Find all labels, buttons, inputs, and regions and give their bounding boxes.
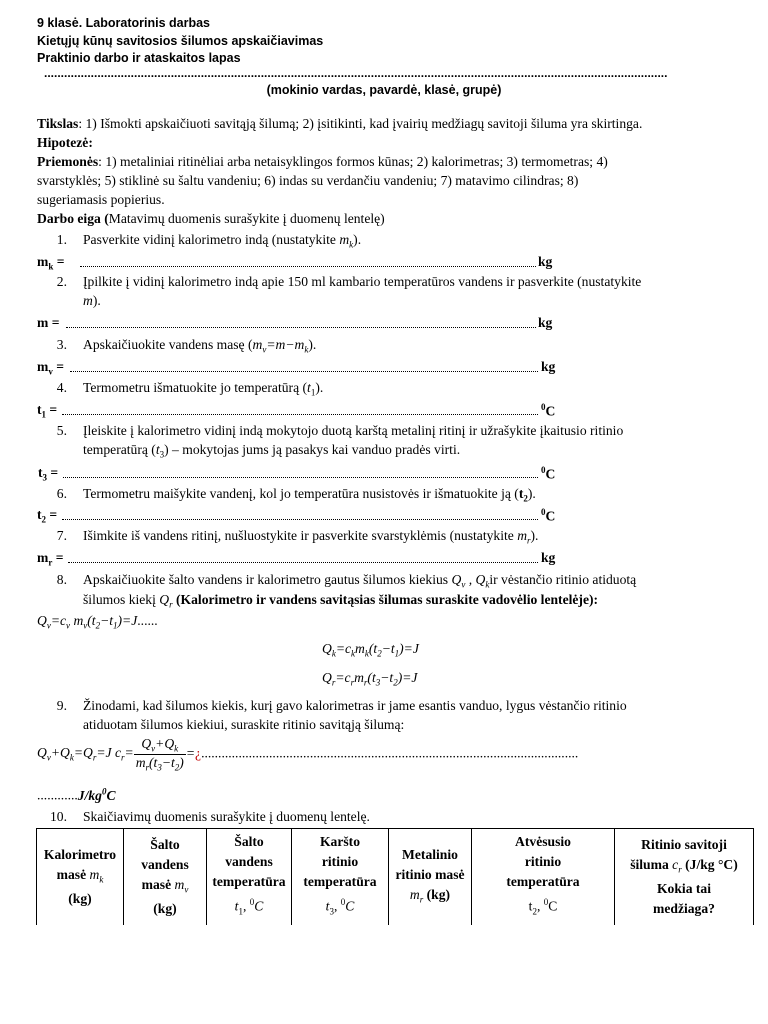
step-8-text: Apskaičiuokite šalto vandens ir kalorimetro gautus šilumos kiekius $Q_v$ , $Q_kir$ vėstančio ritinio atiduotą: [83, 572, 637, 590]
equipment-line-1: [37, 154, 608, 170]
mv-label: $m_v$ =: [37, 359, 64, 377]
step-7-number: 7.: [56, 528, 67, 543]
goal: [37, 116, 642, 132]
header-cold-water-mass: Šalto vandens masė $m_v$ (kg): [124, 829, 207, 926]
step-8-number: 8.: [56, 572, 67, 587]
goal-text: : 1) Išmokti apskaičiuoti savitąją šilumą; 2) įsitikinti, kad įvairių medžiagų savitoji šiluma yra skirtinga.: [78, 116, 643, 131]
t2-label: $t_2$ =: [37, 507, 58, 525]
m-label: m =: [37, 315, 60, 330]
header-specific-heat: Ritinio savitoji šiluma $c_r$ (J/kg °C) Kokia tai medžiaga?: [615, 829, 754, 926]
equipment-line-3: sugeriamasis popierius.: [37, 192, 165, 207]
step-5-text: Įleiskite į kalorimetro vidinį indą mokytojo duotą karštą metalinį ritinį ir užrašykite įkaitusio ritinio: [83, 423, 624, 438]
header-cold-water-temp: Šalto vandens temperatūra $t_1$, $^0$C: [207, 829, 292, 926]
student-caption: (mokinio vardas, pavardė, klasė, grupė): [266, 83, 502, 97]
mr-label: $m_r$ =: [37, 550, 64, 568]
step-9-line-2: atiduotam šilumos kiekiui, suraskite ritinio savitąją šilumą:: [83, 717, 405, 732]
cr-answer-dots[interactable]: ...............................................................................................................: [201, 745, 579, 761]
mr-unit: kg: [541, 550, 556, 565]
step-5-number: 5.: [56, 423, 67, 438]
formula-qr: $Q_r=c_rm_r(t_3-t_2)=J$: [322, 670, 418, 688]
hypothesis-label: Hipotezė:: [37, 135, 93, 150]
step-7-text: Išimkite iš vandens ritinį, nušluostykite ir pasverkite svarstyklėmis (nustatykite $m_r$).: [83, 528, 539, 546]
header-cooled-cylinder-temp: Atvėsusio ritinio temperatūra $t_2$, $^0$C: [472, 829, 615, 926]
t3-label: $t_3$ =: [38, 465, 59, 483]
step-9-text: Žinodami, kad šilumos kiekis, kurį gavo kalorimetras ir jame esantis vanduo, lygus vėstančio ritinio: [83, 698, 627, 713]
m-unit: kg: [538, 315, 553, 330]
step-6-text: Termometru maišykite vandenį, kol jo temperatūra nusistovės ir išmatuokite ją $(t_2)$.: [83, 486, 536, 504]
step-6-number: 6.: [56, 486, 67, 501]
t1-input-line[interactable]: [62, 402, 538, 415]
t2-input-line[interactable]: [62, 507, 538, 520]
step-8-line-2: šilumos kiekį $Q_r$ (Kalorimetro ir vandens savitąsias šilumas suraskite vadovėlio lentelėje):: [83, 592, 599, 610]
header-calorimeter-mass: Kalorimetro masė $m_k$ (kg): [37, 829, 124, 926]
equipment-label: Priemonės: [37, 154, 99, 169]
step-2-text: Įpilkite į vidinį kalorimetro indą apie 150 ml kambario temperatūros vandens ir pasverkite (nustatykite: [83, 274, 642, 289]
header-line-1: 9 klasė. Laboratorinis darbas: [37, 16, 210, 30]
t1-unit: $^0$C: [541, 402, 556, 419]
step-1-text: Pasverkite vidinį kalorimetro indą (nustatykite $m_k$).: [83, 232, 362, 250]
mr-input-line[interactable]: [68, 550, 538, 563]
step-2-line-2: m).: [83, 293, 101, 308]
name-fill-line[interactable]: ...........................................................................................................................................................................................: [44, 66, 668, 80]
formula-qk: $Q_k=c_km_k(t_2-t_1)=J$: [322, 641, 419, 659]
header-line-3: Praktinio darbo ir ataskaitos lapas: [37, 51, 241, 65]
step-3-number: 3.: [56, 337, 67, 352]
results-table: [36, 828, 754, 925]
step-5-line-2: temperatūrą $(t_3)$ – mokytojas jums ją pasakys kai vanduo pradės virti.: [83, 442, 461, 460]
goal-label: Tikslas: [37, 116, 79, 131]
t1-label: $t_1$ =: [37, 402, 58, 420]
formula-cr: $Q_v+Q_k=Q_r=J$ $c_r=$ $\frac{Q_v+Q_k}{m_r(t_3-t_2)}$ =¿...............................................................................................................: [37, 736, 579, 773]
step-4-text: Termometru išmatuokite jo temperatūrą $(t_1)$.: [83, 380, 324, 398]
step-4-number: 4.: [56, 380, 67, 395]
t3-unit: $^0$C: [541, 465, 556, 482]
mv-unit: kg: [541, 359, 556, 374]
step-3-text: Apskaičiuokite vandens masę $(m_v=m-m_k)$.: [83, 337, 317, 355]
qv-answer-dots[interactable]: ......: [137, 613, 158, 628]
procedure-label: Darbo eiga (: [37, 211, 109, 226]
formula-qv: $Q_v=c_v$ $m_v(t_2-t_1)=J$......: [37, 613, 158, 631]
step-10-text: Skaičiavimų duomenis surašykite į duomenų lentelę.: [83, 809, 370, 824]
cr-fraction: $\frac{Q_v+Q_k}{m_r(t_3-t_2)}$: [135, 736, 184, 773]
step-10-number: 10.: [50, 809, 67, 824]
step-9-number: 9.: [56, 698, 67, 713]
mk-input-line[interactable]: [80, 254, 536, 267]
header-metal-cylinder-mass: Metalinio ritinio masė $m_r$ (kg): [389, 829, 472, 926]
procedure-note: Matavimų duomenis surašykite į duomenų lentelę): [108, 211, 385, 226]
equipment-line-2: svarstyklės; 5) stiklinė su šaltu vandeniu; 6) indas su verdančiu vandeniu; 7) matavimo cilindras; 8): [37, 173, 579, 188]
step-1-number: 1.: [56, 232, 67, 247]
m-input-line[interactable]: [66, 315, 536, 328]
header-hot-cylinder-temp: Karšto ritinio temperatūra $t_3$, $^0$C: [292, 829, 389, 926]
t2-unit: $^0$C: [541, 507, 556, 524]
mk-label: $m_k$ =: [37, 254, 65, 272]
mv-input-line[interactable]: [70, 359, 538, 372]
procedure-heading: [37, 211, 385, 227]
step-2-number: 2.: [56, 274, 67, 289]
header-line-2: Kietųjų kūnų savitosios šilumos apskaičiavimas: [37, 34, 324, 48]
equipment-text-1: : 1) metaliniai ritinėliai arba netaisyklingos formos kūnas; 2) kalorimetras; 3) termometras; 4): [98, 154, 608, 169]
t3-input-line[interactable]: [63, 465, 538, 478]
mk-unit: kg: [538, 254, 553, 269]
cr-unit-line: $............J/kg^0C$: [37, 786, 116, 803]
table-header-row: [37, 829, 754, 926]
